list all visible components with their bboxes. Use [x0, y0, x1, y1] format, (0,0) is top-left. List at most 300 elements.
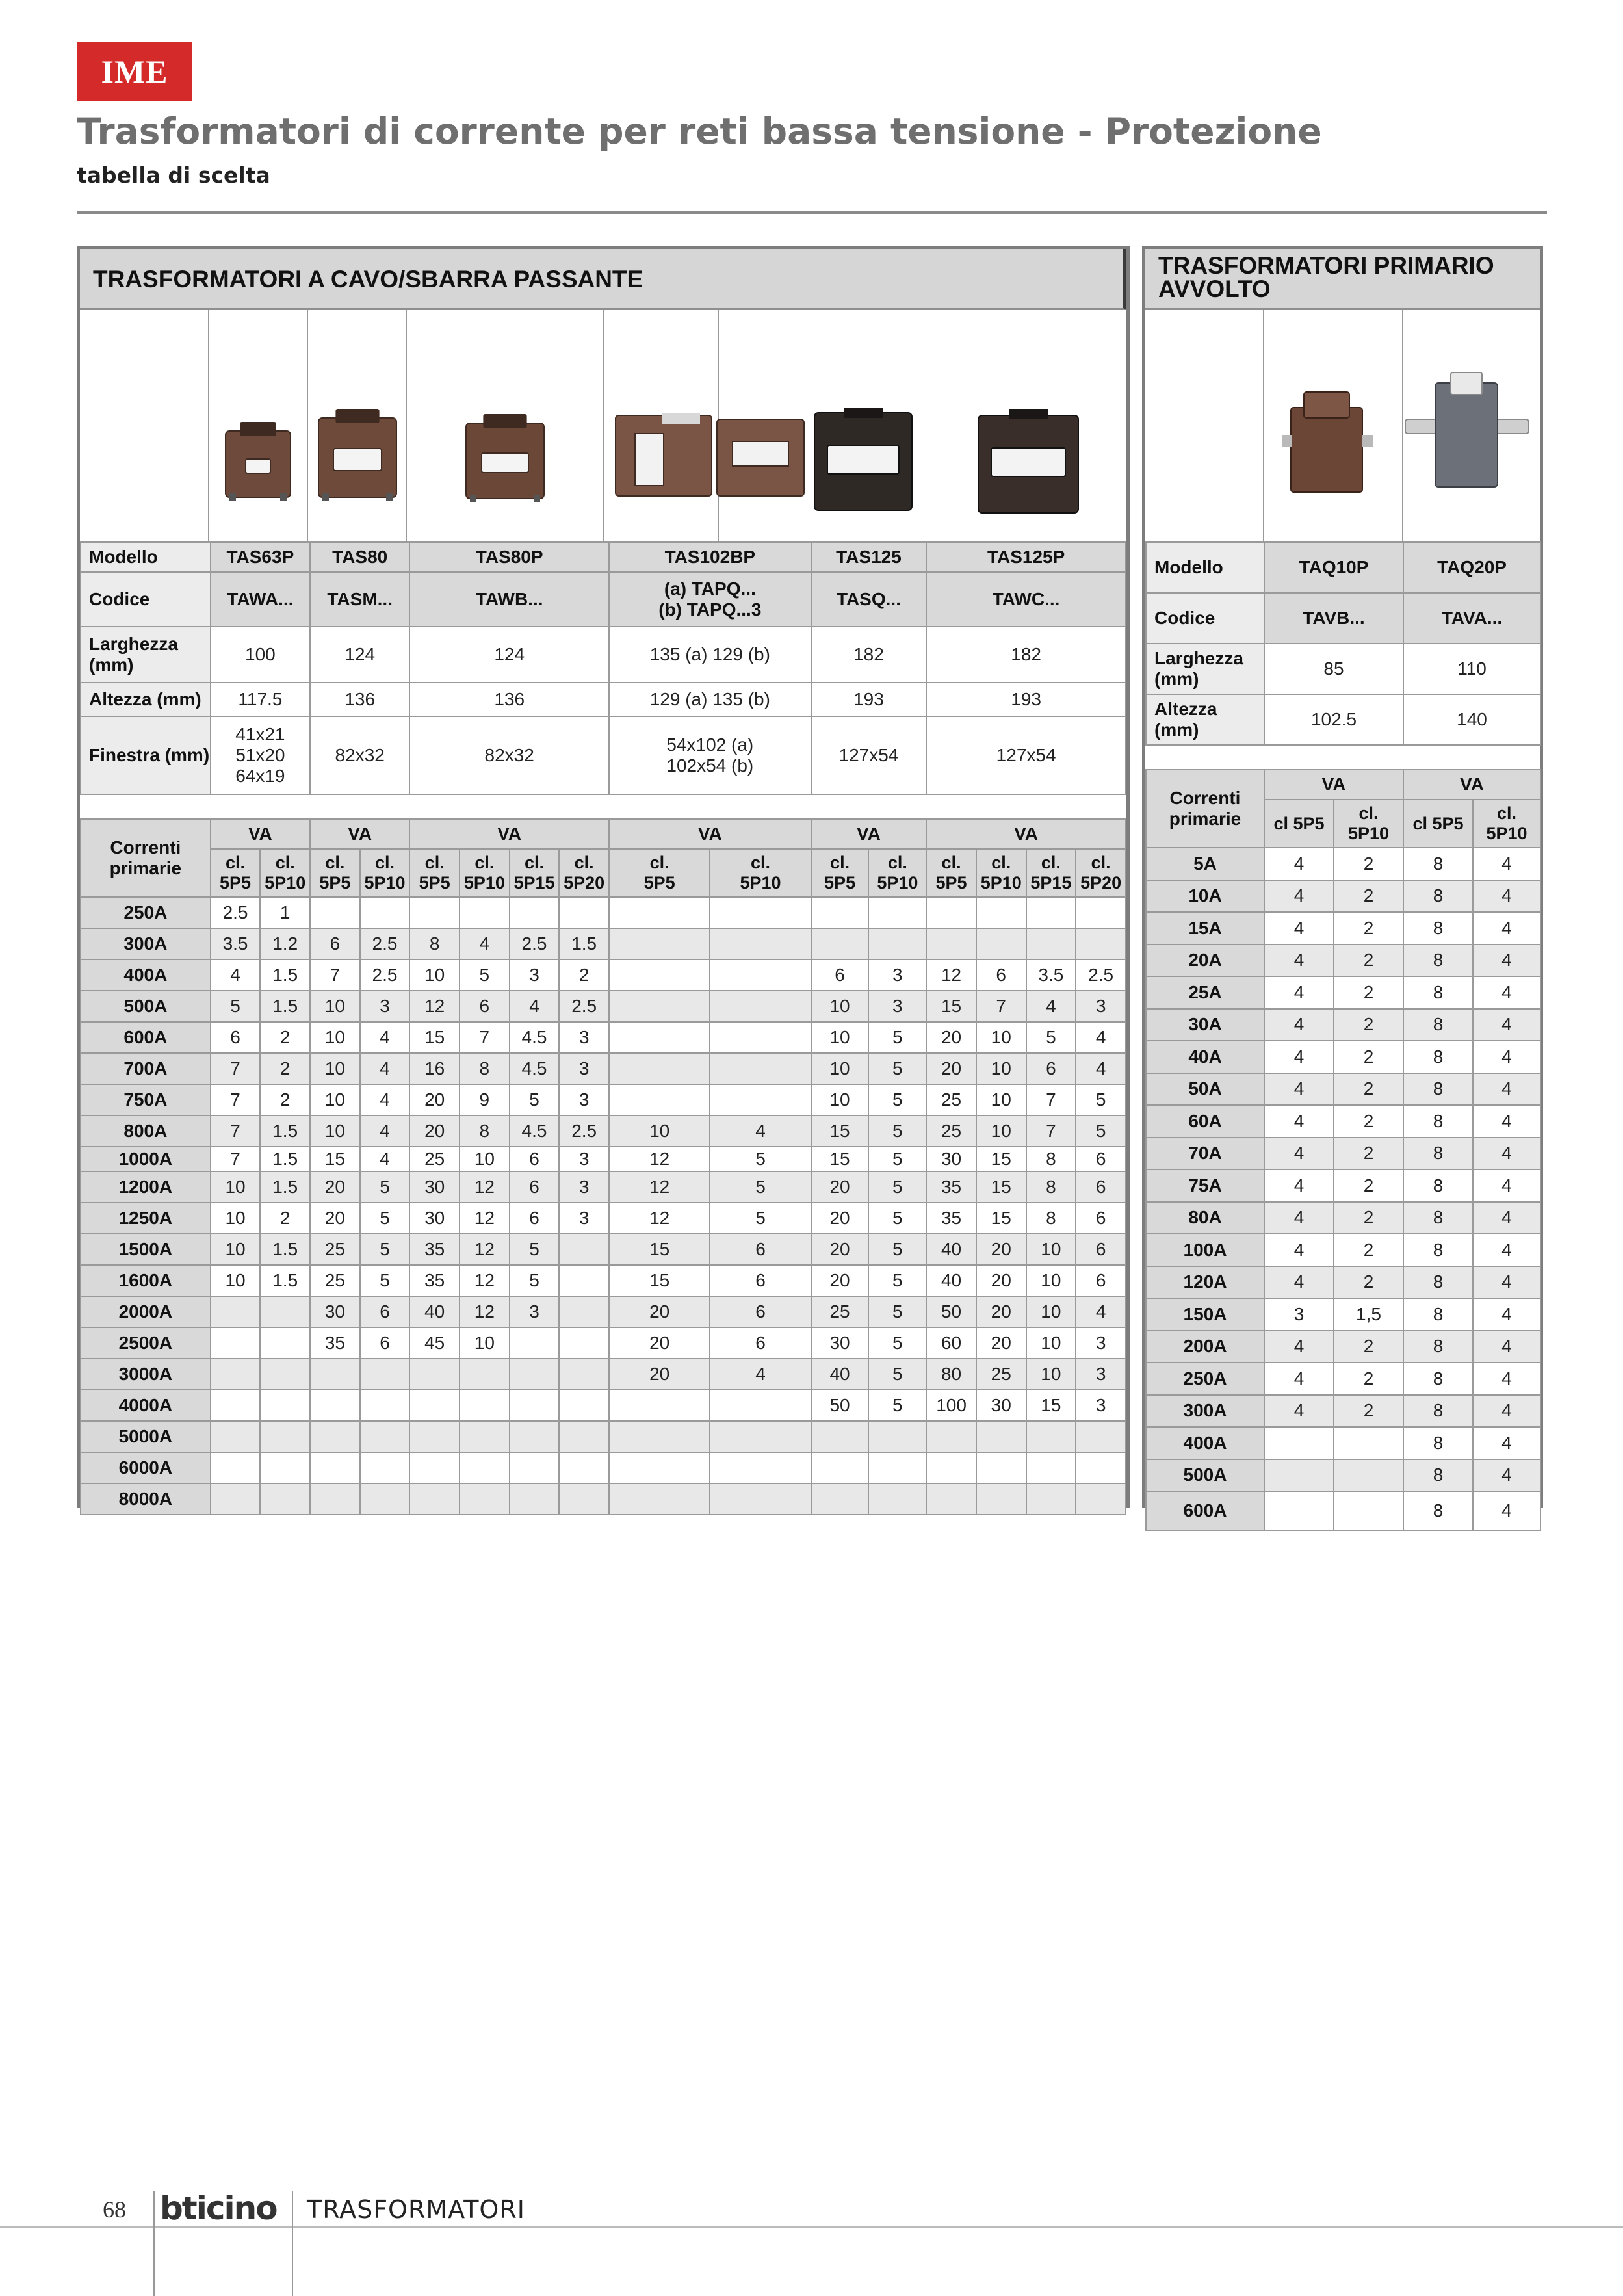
- current-label: 1250A: [81, 1203, 211, 1234]
- value-cell: 20: [409, 1084, 460, 1115]
- current-label: 150A: [1146, 1298, 1264, 1331]
- footer-divider: [292, 2191, 293, 2296]
- value-cell: 4: [1264, 1363, 1334, 1395]
- value-cell: 8: [1403, 848, 1473, 880]
- value-cell: [559, 1296, 609, 1327]
- table-row: [1146, 945, 1540, 977]
- value-cell: [409, 1421, 460, 1452]
- value-cell: 40: [811, 1359, 869, 1390]
- current-label: 600A: [81, 1022, 211, 1053]
- value-cell: 50: [926, 1296, 976, 1327]
- value-cell: 2.5: [360, 959, 410, 991]
- value-cell: 1: [260, 897, 310, 928]
- value-cell: 4.5: [510, 1053, 560, 1084]
- table-row: [1146, 976, 1540, 1009]
- value-cell: 5: [868, 1359, 926, 1390]
- value-cell: 4: [360, 1053, 410, 1084]
- value-cell: 15: [310, 1147, 360, 1171]
- current-label: 1600A: [81, 1265, 211, 1296]
- value-cell: [310, 897, 360, 928]
- value-cell: [868, 897, 926, 928]
- value-cell: 40: [409, 1296, 460, 1327]
- value-cell: 35: [926, 1171, 976, 1203]
- spacer-cell: [1146, 745, 1540, 770]
- va-header: VA: [409, 819, 609, 849]
- table-row: [81, 1053, 1126, 1084]
- width-row: [1146, 644, 1540, 694]
- value-cell: 5: [460, 959, 510, 991]
- current-label: 70A: [1146, 1138, 1264, 1170]
- table-row: [81, 1265, 1126, 1296]
- code-row-value: (a) TAPQ... (b) TAPQ...3: [609, 572, 811, 627]
- value-cell: 12: [609, 1147, 710, 1171]
- value-cell: 100: [926, 1390, 976, 1421]
- table-row: [81, 1483, 1126, 1515]
- height-row-value: 136: [409, 683, 609, 716]
- right-table-heading: [1145, 249, 1540, 310]
- value-cell: [710, 1452, 811, 1483]
- value-cell: 2: [1334, 1041, 1403, 1073]
- value-cell: 4: [1473, 1298, 1540, 1331]
- current-label: 1500A: [81, 1234, 211, 1265]
- value-cell: [926, 1452, 976, 1483]
- currents-header: Correnti primarie: [81, 819, 211, 897]
- value-cell: [211, 1327, 261, 1359]
- value-cell: 2: [260, 1022, 310, 1053]
- height-row: [81, 683, 1126, 716]
- class-header: cl. 5P5: [211, 849, 261, 897]
- left-table-panel: [77, 246, 1130, 1508]
- product-photos-right: [1145, 310, 1540, 541]
- width-row-label: Larghezza (mm): [81, 627, 211, 683]
- value-cell: 5: [868, 1147, 926, 1171]
- value-cell: 2.5: [360, 928, 410, 959]
- value-cell: 8: [1403, 1298, 1473, 1331]
- value-cell: 12: [460, 1296, 510, 1327]
- value-cell: [260, 1390, 310, 1421]
- value-cell: 16: [409, 1053, 460, 1084]
- value-cell: 15: [976, 1147, 1026, 1171]
- value-cell: 30: [409, 1203, 460, 1234]
- current-label: 800A: [81, 1115, 211, 1147]
- value-cell: [710, 897, 811, 928]
- value-cell: 1.5: [260, 1234, 310, 1265]
- code-row-value: TAWA...: [211, 572, 310, 627]
- value-cell: 5: [510, 1234, 560, 1265]
- code-row-value: TASM...: [310, 572, 409, 627]
- model-row-value: TAS125P: [926, 542, 1126, 572]
- value-cell: [559, 1327, 609, 1359]
- spacer-row: [1146, 745, 1540, 770]
- value-cell: 4: [1264, 1234, 1334, 1266]
- value-cell: 8: [1403, 1234, 1473, 1266]
- tas80p-photo: [466, 414, 544, 502]
- value-cell: [260, 1296, 310, 1327]
- value-cell: 8: [1403, 1169, 1473, 1202]
- value-cell: [510, 1421, 560, 1452]
- value-cell: 4: [1473, 976, 1540, 1009]
- value-cell: [409, 897, 460, 928]
- value-cell: 2: [1334, 1395, 1403, 1428]
- value-cell: 2.5: [510, 928, 560, 959]
- class-header: cl. 5P10: [868, 849, 926, 897]
- value-cell: 3: [559, 1147, 609, 1171]
- currents-header: Correnti primarie: [1146, 770, 1264, 848]
- value-cell: 15: [1026, 1390, 1076, 1421]
- value-cell: [976, 1483, 1026, 1515]
- value-cell: [360, 897, 410, 928]
- value-cell: [310, 1421, 360, 1452]
- current-label: 30A: [1146, 1009, 1264, 1041]
- value-cell: [310, 1359, 360, 1390]
- value-cell: 8: [1403, 1395, 1473, 1428]
- value-cell: 4: [710, 1359, 811, 1390]
- value-cell: [310, 1483, 360, 1515]
- value-cell: 4: [1473, 1073, 1540, 1106]
- tas125-photo: [814, 408, 912, 510]
- value-cell: 8: [1026, 1171, 1076, 1203]
- value-cell: 12: [609, 1171, 710, 1203]
- current-label: 4000A: [81, 1390, 211, 1421]
- value-cell: [868, 928, 926, 959]
- value-cell: [1334, 1459, 1403, 1492]
- value-cell: 12: [609, 1203, 710, 1234]
- value-cell: 3: [1076, 1390, 1126, 1421]
- value-cell: [609, 1421, 710, 1452]
- value-cell: [409, 1390, 460, 1421]
- class-header: cl. 5P10: [1334, 800, 1403, 848]
- value-cell: 20: [926, 1022, 976, 1053]
- value-cell: 6: [360, 1327, 410, 1359]
- value-cell: 4: [1264, 1073, 1334, 1106]
- current-label: 10A: [1146, 880, 1264, 913]
- value-cell: 10: [211, 1171, 261, 1203]
- value-cell: [609, 1053, 710, 1084]
- value-cell: 5: [1026, 1022, 1076, 1053]
- value-cell: 4: [1473, 1202, 1540, 1234]
- value-cell: 8: [1403, 1266, 1473, 1299]
- window-row-value: 54x102 (a) 102x54 (b): [609, 716, 811, 794]
- table-row: [1146, 1234, 1540, 1266]
- value-cell: 15: [976, 1203, 1026, 1234]
- value-cell: [710, 959, 811, 991]
- value-cell: [1264, 1491, 1334, 1530]
- table-row: [81, 1115, 1126, 1147]
- value-cell: 3: [510, 1296, 560, 1327]
- va-header: VA: [926, 819, 1126, 849]
- model-row-value: TAS102BP: [609, 542, 811, 572]
- model-row-value: TAS63P: [211, 542, 310, 572]
- value-cell: 20: [976, 1234, 1026, 1265]
- value-cell: 4.5: [510, 1022, 560, 1053]
- value-cell: 2: [1334, 1266, 1403, 1299]
- value-cell: 1.5: [260, 1171, 310, 1203]
- value-cell: [211, 1483, 261, 1515]
- current-label: 5000A: [81, 1421, 211, 1452]
- value-cell: 5: [868, 1115, 926, 1147]
- value-cell: 3: [1076, 1327, 1126, 1359]
- value-cell: 25: [811, 1296, 869, 1327]
- value-cell: [360, 1483, 410, 1515]
- value-cell: 10: [310, 991, 360, 1022]
- value-cell: 15: [409, 1022, 460, 1053]
- table-row: [1146, 1331, 1540, 1363]
- value-cell: 1,5: [1334, 1298, 1403, 1331]
- value-cell: [1264, 1427, 1334, 1459]
- width-row: [81, 627, 1126, 683]
- model-row-value: TAQ20P: [1403, 542, 1540, 593]
- value-cell: 5: [868, 1084, 926, 1115]
- value-cell: 4: [1473, 848, 1540, 880]
- window-row-label: Finestra (mm): [81, 716, 211, 794]
- height-row-value: 136: [310, 683, 409, 716]
- value-cell: 4: [1264, 1105, 1334, 1138]
- current-label: 250A: [1146, 1363, 1264, 1395]
- table-row: [1146, 1427, 1540, 1459]
- value-cell: [211, 1390, 261, 1421]
- value-cell: [1076, 1483, 1126, 1515]
- value-cell: 8: [1026, 1147, 1076, 1171]
- value-cell: 10: [811, 1053, 869, 1084]
- value-cell: [559, 1452, 609, 1483]
- table-row: [81, 1452, 1126, 1483]
- value-cell: 35: [310, 1327, 360, 1359]
- value-cell: 5: [868, 1296, 926, 1327]
- model-row: [1146, 542, 1540, 593]
- tas80-photo: [318, 409, 396, 501]
- table-row: [1146, 1073, 1540, 1106]
- value-cell: [710, 1483, 811, 1515]
- table-row: [81, 1203, 1126, 1234]
- value-cell: 8: [1403, 1138, 1473, 1170]
- value-cell: 20: [310, 1171, 360, 1203]
- value-cell: 10: [1026, 1327, 1076, 1359]
- window-row-value: 127x54: [811, 716, 927, 794]
- value-cell: 2: [1334, 1009, 1403, 1041]
- value-cell: 15: [609, 1265, 710, 1296]
- value-cell: 9: [460, 1084, 510, 1115]
- current-label: 3000A: [81, 1359, 211, 1390]
- current-label: 750A: [81, 1084, 211, 1115]
- value-cell: 4: [1473, 1105, 1540, 1138]
- value-cell: 12: [409, 991, 460, 1022]
- value-cell: 8: [1403, 1427, 1473, 1459]
- value-cell: 8: [1403, 976, 1473, 1009]
- model-row-value: TAQ10P: [1264, 542, 1403, 593]
- value-cell: [510, 1390, 560, 1421]
- value-cell: [1026, 928, 1076, 959]
- value-cell: [811, 1483, 869, 1515]
- value-cell: 5: [868, 1203, 926, 1234]
- value-cell: 15: [609, 1234, 710, 1265]
- class-header: cl. 5P5: [409, 849, 460, 897]
- value-cell: [559, 1421, 609, 1452]
- value-cell: 30: [811, 1327, 869, 1359]
- value-cell: 20: [926, 1053, 976, 1084]
- value-cell: 2: [1334, 1363, 1403, 1395]
- table-row: [1146, 880, 1540, 913]
- table-row: [81, 1296, 1126, 1327]
- value-cell: 5: [710, 1203, 811, 1234]
- value-cell: 2: [1334, 1169, 1403, 1202]
- value-cell: 40: [926, 1265, 976, 1296]
- value-cell: 7: [1026, 1115, 1076, 1147]
- value-cell: [710, 1390, 811, 1421]
- value-cell: 4: [1264, 1009, 1334, 1041]
- spacer-cell: [81, 794, 1126, 819]
- value-cell: [710, 1084, 811, 1115]
- value-cell: 6: [510, 1203, 560, 1234]
- value-cell: [559, 1390, 609, 1421]
- value-cell: 6: [460, 991, 510, 1022]
- value-cell: 3: [1076, 1359, 1126, 1390]
- value-cell: 6: [710, 1327, 811, 1359]
- value-cell: 4: [1264, 1331, 1334, 1363]
- table-row: [81, 1359, 1126, 1390]
- value-cell: 10: [609, 1115, 710, 1147]
- value-cell: [1026, 1452, 1076, 1483]
- value-cell: 3: [559, 1053, 609, 1084]
- value-cell: 5: [360, 1265, 410, 1296]
- value-cell: 20: [811, 1203, 869, 1234]
- class-header: cl. 5P10: [710, 849, 811, 897]
- value-cell: 4: [1473, 1331, 1540, 1363]
- value-cell: [609, 959, 710, 991]
- value-cell: [559, 897, 609, 928]
- value-cell: 4: [211, 959, 261, 991]
- current-label: 200A: [1146, 1331, 1264, 1363]
- value-cell: 2: [260, 1053, 310, 1084]
- value-cell: 6: [811, 959, 869, 991]
- value-cell: 4: [1264, 1041, 1334, 1073]
- value-cell: 3: [1076, 991, 1126, 1022]
- right-photo-row: [1145, 310, 1540, 541]
- value-cell: 2.5: [211, 897, 261, 928]
- value-cell: [260, 1359, 310, 1390]
- value-cell: 1.5: [559, 928, 609, 959]
- value-cell: [310, 1452, 360, 1483]
- value-cell: [710, 1421, 811, 1452]
- va-header: VA: [1264, 770, 1403, 800]
- current-label: 300A: [81, 928, 211, 959]
- value-cell: 2: [1334, 1234, 1403, 1266]
- value-cell: 4: [1264, 945, 1334, 977]
- current-label: 8000A: [81, 1483, 211, 1515]
- value-cell: 3: [559, 1203, 609, 1234]
- value-cell: 6: [1026, 1053, 1076, 1084]
- value-cell: 7: [1026, 1084, 1076, 1115]
- width-row-value: 124: [409, 627, 609, 683]
- value-cell: 30: [926, 1147, 976, 1171]
- class-header: cl. 5P5: [926, 849, 976, 897]
- value-cell: 25: [976, 1359, 1026, 1390]
- value-cell: 8: [1403, 1331, 1473, 1363]
- current-label: 1200A: [81, 1171, 211, 1203]
- class-header-row: [81, 849, 1126, 897]
- code-row-value: TASQ...: [811, 572, 927, 627]
- table-row: [1146, 912, 1540, 945]
- current-label: 6000A: [81, 1452, 211, 1483]
- table-row: [81, 928, 1126, 959]
- value-cell: [926, 928, 976, 959]
- height-row-label: Altezza (mm): [81, 683, 211, 716]
- value-cell: 4: [1264, 1202, 1334, 1234]
- width-row-value: 100: [211, 627, 310, 683]
- value-cell: 2: [1334, 1105, 1403, 1138]
- value-cell: 35: [926, 1203, 976, 1234]
- value-cell: 4: [1473, 1041, 1540, 1073]
- table-row: [1146, 1009, 1540, 1041]
- value-cell: 2: [1334, 912, 1403, 945]
- value-cell: 10: [211, 1265, 261, 1296]
- value-cell: [811, 1452, 869, 1483]
- value-cell: 45: [409, 1327, 460, 1359]
- spacer-row: [81, 794, 1126, 819]
- value-cell: 25: [926, 1084, 976, 1115]
- class-header: cl. 5P15: [1026, 849, 1076, 897]
- current-label: 250A: [81, 897, 211, 928]
- footer-section-title: TRASFORMATORI: [307, 2195, 525, 2224]
- value-cell: 7: [211, 1115, 261, 1147]
- current-label: 700A: [81, 1053, 211, 1084]
- table-row: [81, 1147, 1126, 1171]
- class-header: cl. 5P5: [811, 849, 869, 897]
- value-cell: 4: [1473, 1427, 1540, 1459]
- value-cell: 6: [710, 1234, 811, 1265]
- value-cell: 80: [926, 1359, 976, 1390]
- window-row-value: 82x32: [409, 716, 609, 794]
- value-cell: [1076, 897, 1126, 928]
- value-cell: 20: [811, 1265, 869, 1296]
- class-header: cl. 5P10: [1473, 800, 1540, 848]
- value-cell: 4: [1076, 1053, 1126, 1084]
- value-cell: 3: [1264, 1298, 1334, 1331]
- value-cell: [1334, 1427, 1403, 1459]
- value-cell: 1.5: [260, 1115, 310, 1147]
- code-row-value: TAWB...: [409, 572, 609, 627]
- class-header: cl 5P5: [1403, 800, 1473, 848]
- value-cell: 60: [926, 1327, 976, 1359]
- value-cell: 10: [211, 1203, 261, 1234]
- current-label: 400A: [1146, 1427, 1264, 1459]
- value-cell: 8: [1403, 1491, 1473, 1530]
- value-cell: 2: [1334, 1073, 1403, 1106]
- class-header: cl. 5P20: [559, 849, 609, 897]
- table-row: [1146, 1138, 1540, 1170]
- value-cell: 6: [710, 1296, 811, 1327]
- value-cell: 1.5: [260, 1265, 310, 1296]
- table-row: [1146, 1169, 1540, 1202]
- value-cell: 4.5: [510, 1115, 560, 1147]
- value-cell: 2.5: [559, 1115, 609, 1147]
- current-label: 300A: [1146, 1395, 1264, 1428]
- product-photos-left: [80, 310, 1126, 541]
- value-cell: 6: [1076, 1147, 1126, 1171]
- value-cell: 2: [1334, 1331, 1403, 1363]
- value-cell: [260, 1452, 310, 1483]
- width-row-label: Larghezza (mm): [1146, 644, 1264, 694]
- value-cell: 8: [1403, 1073, 1473, 1106]
- value-cell: 5: [360, 1234, 410, 1265]
- table-row: [1146, 1041, 1540, 1073]
- current-label: 40A: [1146, 1041, 1264, 1073]
- class-header: cl 5P5: [1264, 800, 1334, 848]
- value-cell: [710, 991, 811, 1022]
- table-row: [81, 1022, 1126, 1053]
- value-cell: [976, 928, 1026, 959]
- value-cell: 3.5: [211, 928, 261, 959]
- value-cell: 25: [310, 1234, 360, 1265]
